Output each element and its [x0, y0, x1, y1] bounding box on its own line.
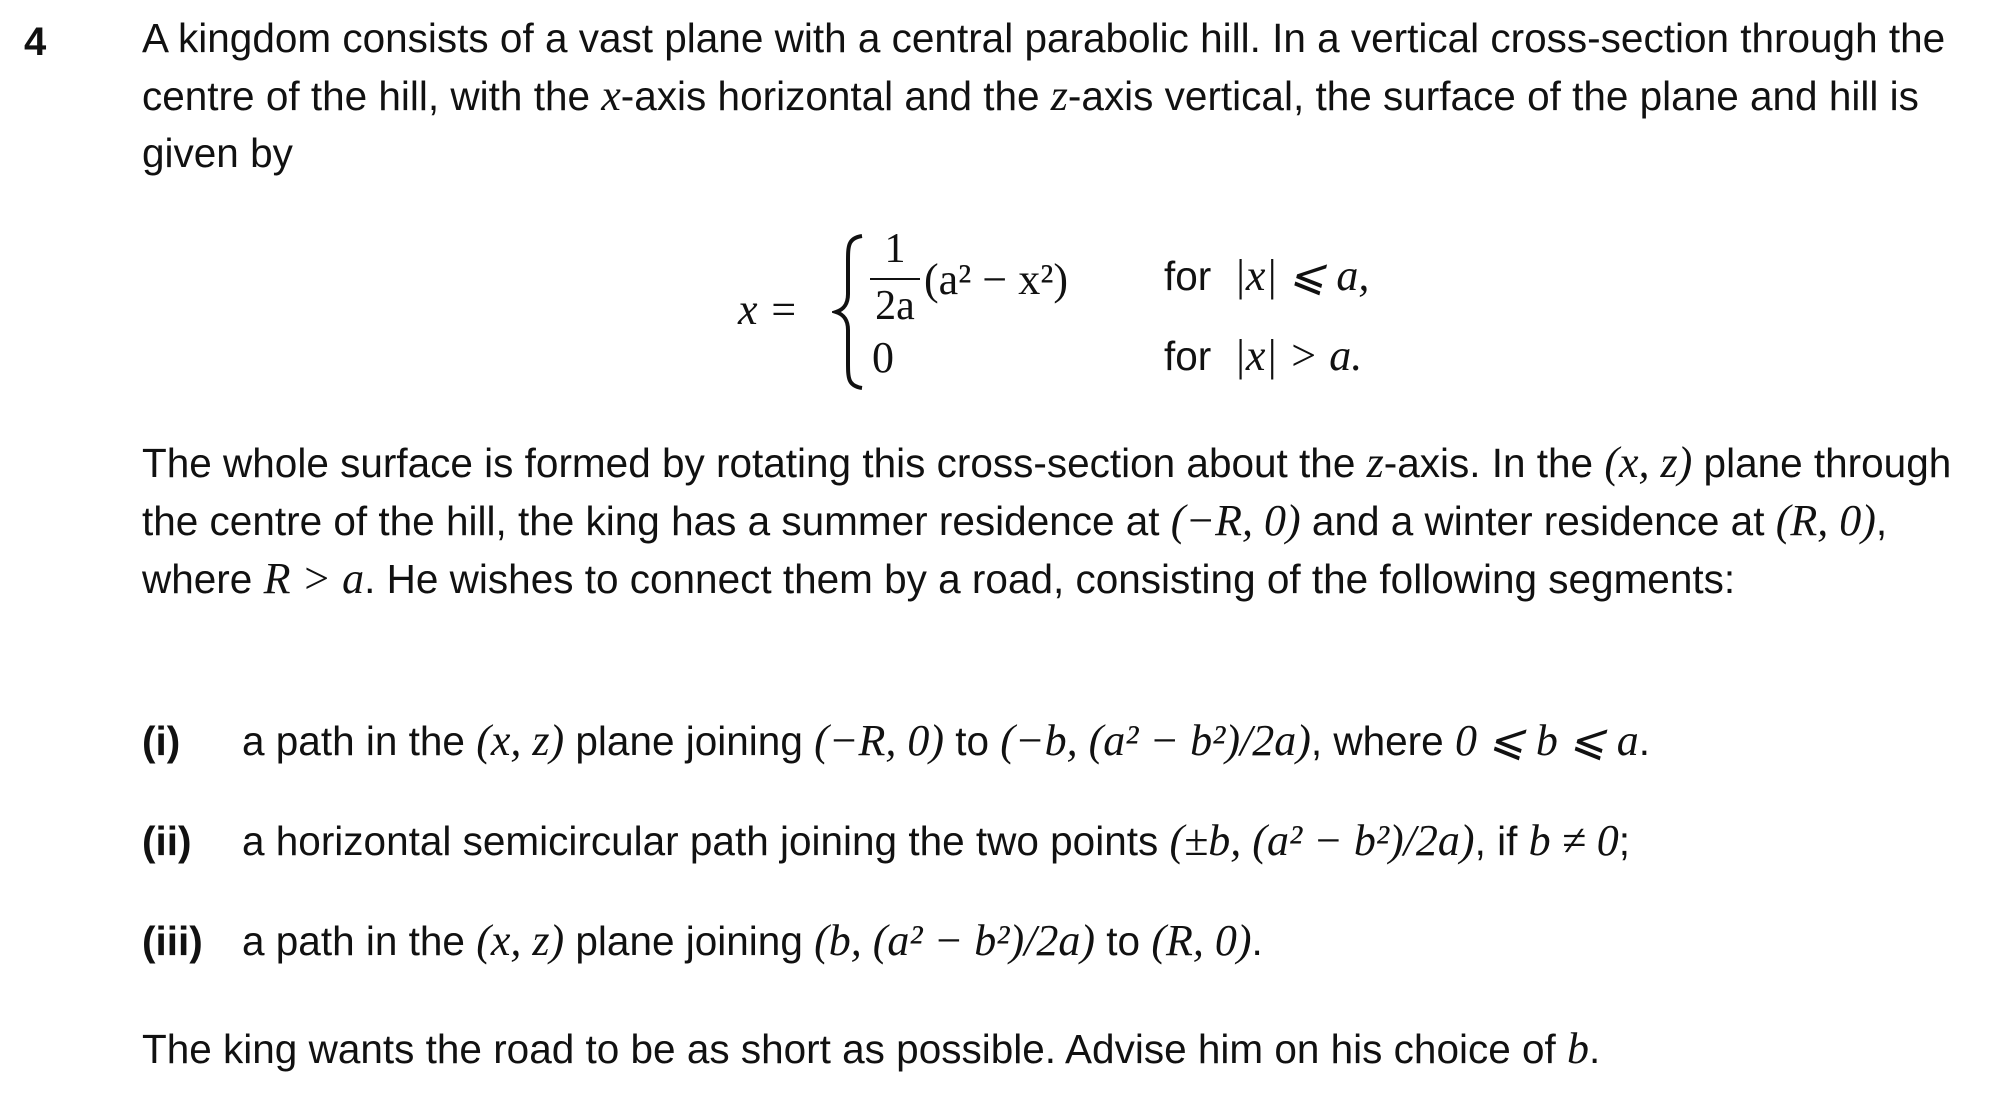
item-math: (R, 0)	[1151, 916, 1252, 965]
item-math: (−b, (a² − b²)/2a)	[1000, 716, 1311, 765]
body-z-var: z	[1366, 438, 1384, 487]
item-text: .	[1251, 918, 1263, 964]
r-condition: R > a	[263, 554, 365, 603]
item-math: (x, z)	[476, 716, 565, 765]
case2-expression: 0	[872, 333, 894, 382]
item-label: (iii)	[142, 918, 203, 964]
item-math: (b, (a² − b²)/2a)	[814, 916, 1096, 965]
list-item-i	[142, 712, 1650, 770]
intro-x-var: x	[601, 71, 621, 120]
case1-for: for	[1164, 253, 1212, 299]
piecewise-equation	[0, 222, 2016, 402]
body-text-2: -axis. In the	[1383, 440, 1605, 486]
fraction-bar	[870, 278, 920, 280]
closing-b-var: b	[1567, 1024, 1590, 1073]
fraction	[870, 222, 920, 330]
body-paragraph	[142, 434, 2000, 608]
body-xz: (x, z)	[1604, 438, 1693, 487]
item-text: , if	[1474, 818, 1529, 864]
item-label: (ii)	[142, 818, 192, 864]
case2-for: for	[1164, 333, 1212, 379]
body-text-3: plane through the centre of the hill, the king has a summer residence at	[142, 440, 1952, 544]
case1-cond-math: |x| ⩽ a,	[1233, 251, 1370, 300]
item-text: a horizontal semicircular path joining the two points	[242, 818, 1170, 864]
case1-condition	[1164, 250, 1369, 301]
closing-text-1: The king wants the road to be as short as possible. Advise him on his choice of	[142, 1026, 1568, 1072]
body-text-4: and a winter residence at	[1300, 498, 1776, 544]
equation-lhs: x =	[738, 285, 799, 334]
item-text: a path in the	[242, 918, 477, 964]
winter-residence: (R, 0)	[1775, 496, 1876, 545]
case2-cond-math: |x| > a.	[1233, 331, 1363, 380]
intro-text-3: -axis vertical, the surface of the plane and hill is given by	[142, 73, 1919, 176]
item-text: plane joining	[564, 918, 815, 964]
question-number: 4	[24, 20, 47, 64]
item-text: to	[1095, 918, 1152, 964]
item-math: (±b, (a² − b²)/2a)	[1169, 816, 1475, 865]
intro-paragraph	[142, 10, 2000, 182]
summer-residence: (−R, 0)	[1170, 496, 1301, 545]
case1-expression: (a² − x²)	[924, 255, 1069, 304]
list-item-ii	[142, 812, 1630, 870]
intro-text-2: -axis horizontal and the	[620, 73, 1051, 119]
body-text-6: . He wishes to connect them by a road, consisting of the following segments:	[364, 556, 1736, 602]
item-text: , where	[1310, 718, 1455, 764]
body-text-1: The whole surface is formed by rotating this cross-section about the	[142, 440, 1367, 486]
closing-text-2: .	[1589, 1026, 1601, 1072]
case2-condition	[1164, 330, 1362, 381]
item-math: (−R, 0)	[814, 716, 944, 765]
closing-paragraph	[142, 1020, 2000, 1078]
item-math: 0 ⩽ b ⩽ a	[1454, 716, 1639, 765]
fraction-numerator: 1	[884, 226, 906, 272]
item-text: .	[1638, 718, 1650, 764]
list-item-iii	[142, 912, 1263, 970]
item-text: plane joining	[564, 718, 815, 764]
intro-z-var: z	[1050, 71, 1068, 120]
item-text: ;	[1618, 818, 1630, 864]
intro-text-1: A kingdom consists of a vast plane with a central parabolic hill. In a vertical cross-section through the centre of the hill, with the	[142, 15, 1946, 119]
fraction-denominator: 2a	[875, 283, 915, 329]
left-brace	[832, 232, 868, 392]
body-text-5: , where	[142, 498, 1888, 602]
item-math: (x, z)	[476, 916, 565, 965]
item-label: (i)	[142, 718, 181, 764]
item-text: to	[943, 718, 1001, 764]
item-text: a path in the	[242, 718, 477, 764]
item-math: b ≠ 0	[1528, 816, 1619, 865]
